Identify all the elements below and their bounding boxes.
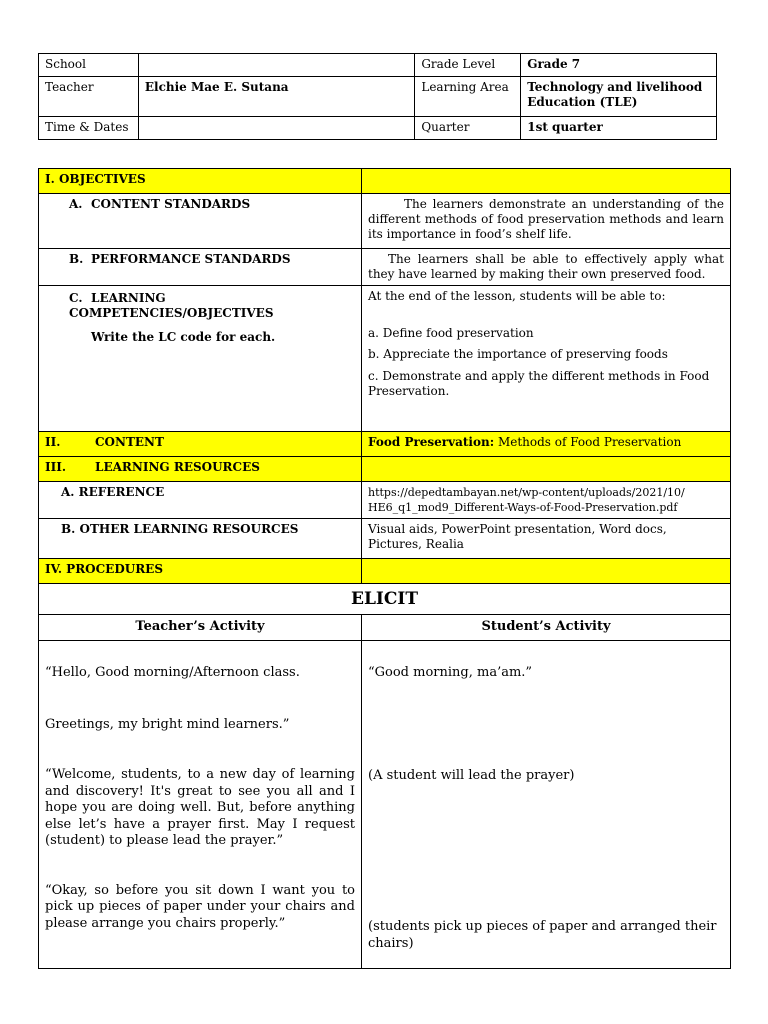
content-heading-cell <box>39 432 362 457</box>
elicit-row <box>39 584 731 615</box>
reference-url-line2: HE6_q1_mod9_Different-Ways-of-Food-Preservation.pdf <box>368 501 678 514</box>
teacher-line-4: “Okay, so before you sit down I want you to pick up pieces of paper under your chairs and please arrange you chairs properly.” <box>45 882 355 931</box>
student-activity-heading: Student’s Activity <box>362 615 731 641</box>
content-topic-bold: Food Preservation: <box>368 435 495 449</box>
competencies-note: Write the LC code for each. <box>91 330 276 344</box>
quarter-label: Quarter <box>415 117 521 140</box>
content-standards-label: CONTENT STANDARDS <box>91 197 251 211</box>
other-resources-label: B. OTHER LEARNING RESOURCES <box>39 519 362 559</box>
reference-url-cell <box>362 482 731 519</box>
content-topic-text: Methods of Food Preservation <box>494 435 682 449</box>
competencies-intro: At the end of the lesson, students will be able to: <box>368 289 666 303</box>
learning-area-label: Learning Area <box>415 77 521 117</box>
procedures-heading: IV. PROCEDURES <box>39 559 362 584</box>
teacher-label: Teacher <box>39 77 139 117</box>
procedures-value <box>362 559 731 584</box>
grade-level-value: Grade 7 <box>521 54 717 77</box>
objectives-heading: I. OBJECTIVES <box>39 169 362 194</box>
activity-header-row <box>39 615 731 641</box>
teacher-activity-heading: Teacher’s Activity <box>39 615 362 641</box>
teacher-line-3: “Welcome, students, to a new day of learning and discovery! It's great to see you all and I hope you are doing well. But, before anything else let’s have a prayer first. May I request (student) to please lead the prayer.” <box>45 767 355 848</box>
performance-standards-row <box>39 249 731 286</box>
dialogue-row <box>39 641 731 969</box>
reference-row <box>39 482 731 519</box>
teacher-value: Elchie Mae E. Sutana <box>138 77 414 117</box>
content-standards-label-cell <box>39 194 362 249</box>
content-standards-row <box>39 194 731 249</box>
resources-heading: LEARNING RESOURCES <box>95 460 260 474</box>
competency-b: b. Appreciate the importance of preserving foods <box>368 347 668 361</box>
time-dates-value <box>138 117 414 140</box>
elicit-heading: ELICIT <box>39 584 731 615</box>
header-row-time <box>39 117 717 140</box>
competencies-label-cell <box>39 286 362 432</box>
teacher-activity-cell <box>39 641 362 969</box>
resources-heading-cell <box>39 457 362 482</box>
competency-a: a. Define food preservation <box>368 326 534 340</box>
content-standards-letter: A. <box>69 197 83 211</box>
student-line-3: (students pick up pieces of paper and arranged their chairs) <box>368 919 717 951</box>
content-heading: CONTENT <box>95 435 164 449</box>
resources-number: III. <box>45 460 67 474</box>
school-label: School <box>39 54 139 77</box>
student-line-1: “Good morning, ma’am.” <box>368 665 533 680</box>
other-resources-text: Visual aids, PowerPoint presentation, Word docs, Pictures, Realia <box>362 519 731 559</box>
school-value <box>138 54 414 77</box>
resources-value <box>362 457 731 482</box>
content-standards-text: The learners demonstrate an understanding of the different methods of food preservation methods and learn its importance in food’s shelf life. <box>362 194 731 249</box>
reference-url-line1: https://depedtambayan.net/wp-content/uploads/2021/10/ <box>368 486 685 499</box>
performance-standards-label-cell <box>39 249 362 286</box>
learning-area-value: Technology and livelihood Education (TLE) <box>521 77 717 117</box>
header-info-table <box>38 53 717 140</box>
performance-standards-label: PERFORMANCE STANDARDS <box>91 252 291 266</box>
lesson-plan-table <box>38 168 731 969</box>
competency-c: c. Demonstrate and apply the different methods in Food Preservation. <box>368 369 710 398</box>
other-resources-row <box>39 519 731 559</box>
header-row-school <box>39 54 717 77</box>
teacher-line-1: “Hello, Good morning/Afternoon class. <box>45 665 300 680</box>
competencies-label: LEARNING COMPETENCIES/OBJECTIVES <box>69 291 274 320</box>
objectives-value <box>362 169 731 194</box>
content-number: II. <box>45 435 61 449</box>
quarter-value: 1st quarter <box>521 117 717 140</box>
header-row-teacher <box>39 77 717 117</box>
time-dates-label: Time & Dates <box>39 117 139 140</box>
resources-row <box>39 457 731 482</box>
student-line-2: (A student will lead the prayer) <box>368 767 575 783</box>
content-value-cell <box>362 432 731 457</box>
reference-label: A. REFERENCE <box>39 482 362 519</box>
student-activity-cell <box>362 641 731 969</box>
objectives-row <box>39 169 731 194</box>
procedures-row <box>39 559 731 584</box>
competencies-cell <box>362 286 731 432</box>
teacher-line-2: Greetings, my bright mind learners.” <box>45 716 290 732</box>
grade-level-label: Grade Level <box>415 54 521 77</box>
competencies-letter: C. <box>69 291 83 305</box>
performance-standards-text: The learners shall be able to effectively apply what they have learned by making their own preserved food. <box>362 249 731 286</box>
content-row <box>39 432 731 457</box>
competencies-row <box>39 286 731 432</box>
performance-standards-letter: B. <box>69 252 84 266</box>
